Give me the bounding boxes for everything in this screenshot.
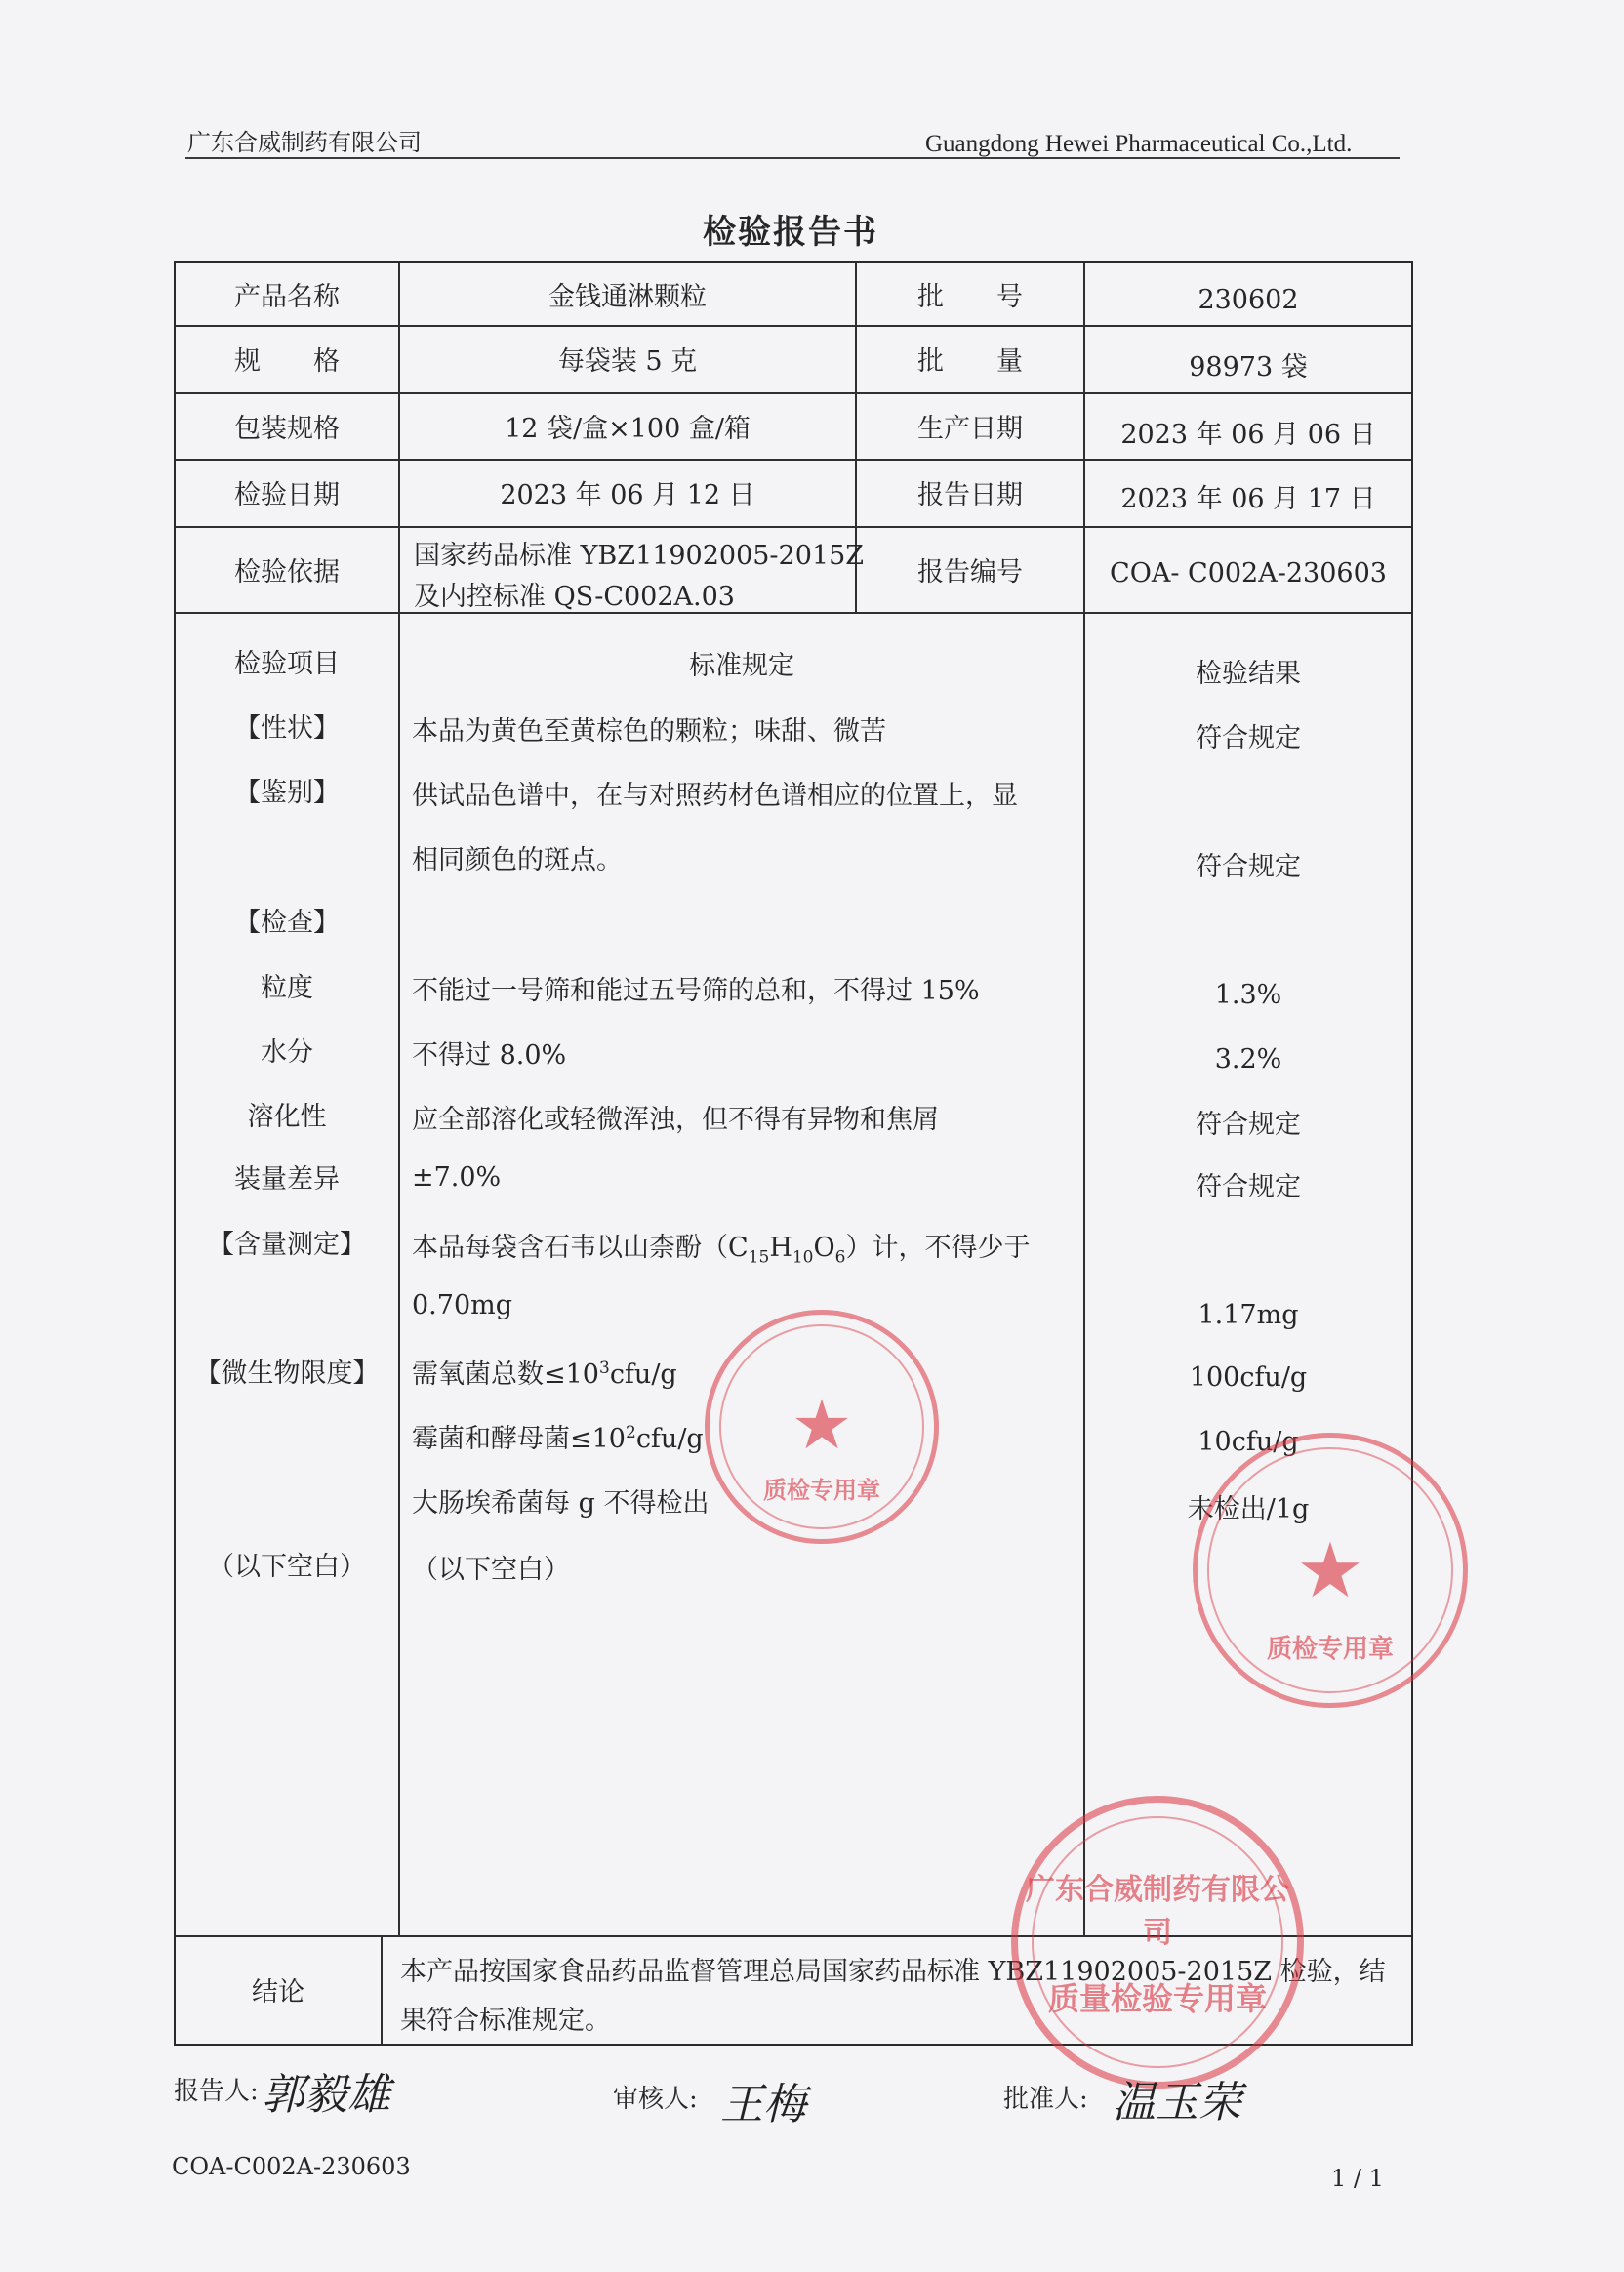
reporter-signature: 郭毅雄 — [262, 2070, 390, 2120]
res-ecoli: 未检出/1g — [1187, 1493, 1310, 1524]
formula-sub-h: 10 — [792, 1247, 814, 1268]
formula-o: O — [813, 1233, 835, 1263]
conclusion-line-2: 果符合标准规定。 — [400, 2006, 611, 2036]
std-assay-pre: 本品每袋含石韦以山柰酚（C — [412, 1233, 749, 1263]
stamp-3-subtext: 质量检验专用章 — [1047, 1980, 1267, 2017]
res-assay: 1.17mg — [1198, 1299, 1299, 1330]
conclusion-line-1: 本产品按国家食品药品监督管理总局国家药品标准 YBZ11902005-2015Z 检验，结 — [400, 1957, 1386, 1987]
pack-label: 包装规格 — [234, 413, 340, 444]
approver-label: 批准人: — [1003, 2085, 1088, 2114]
footer-page: 1 / 1 — [1331, 2165, 1384, 2192]
reviewer-signature: 王梅 — [720, 2080, 806, 2130]
std-blank: （以下空白） — [412, 1555, 570, 1585]
std-mold-exp: 2 — [625, 1423, 636, 1442]
stamp-3-text: 广东合威制药有限公司 — [1026, 1873, 1289, 1950]
product-name: 金钱通淋颗粒 — [548, 281, 707, 312]
reporter-label: 报告人: — [174, 2077, 259, 2106]
std-appearance: 本品为黄色至黄棕色的颗粒；味甜、微苦 — [412, 716, 886, 747]
report-table — [174, 261, 1413, 2046]
res-fill-variation: 符合规定 — [1196, 1171, 1301, 1202]
item-assay: 【含量测定】 — [208, 1229, 366, 1260]
stamp-1-text: 质检专用章 — [763, 1476, 880, 1504]
res-appearance: 符合规定 — [1196, 722, 1301, 753]
basis-line-2: 及内控标准 QS-C002A.03 — [414, 582, 735, 612]
res-mold: 10cfu/g — [1198, 1426, 1299, 1457]
batch-no: 230602 — [1198, 284, 1299, 315]
approver-signature: 温玉荣 — [1113, 2078, 1241, 2128]
formula-sub-o: 6 — [834, 1247, 846, 1268]
reviewer-label: 审核人: — [613, 2085, 698, 2114]
formula-sub-c: 15 — [748, 1247, 770, 1268]
std-mold-pre: 霉菌和酵母菌≤10 — [412, 1424, 626, 1454]
col-header-standard: 标准规定 — [689, 650, 794, 681]
test-date: 2023 年 06 月 12 日 — [500, 480, 755, 510]
item-fill-variation: 装量差异 — [234, 1163, 340, 1195]
res-identification: 符合规定 — [1196, 851, 1301, 882]
std-solubility: 应全部溶化或轻微浑浊，但不得有异物和焦屑 — [412, 1105, 939, 1135]
std-fill-variation: ±7.0% — [412, 1162, 502, 1193]
test-date-label: 检验日期 — [234, 480, 340, 510]
basis-line-1: 国家药品标准 YBZ11902005-2015Z — [414, 541, 865, 571]
pack-spec: 12 袋/盒×100 盒/箱 — [505, 413, 751, 444]
batch-qty: 98973 袋 — [1189, 352, 1308, 383]
report-date: 2023 年 06 月 17 日 — [1120, 484, 1376, 514]
res-solubility: 符合规定 — [1196, 1109, 1301, 1140]
item-inspection: 【检查】 — [234, 907, 340, 938]
conclusion-label: 结论 — [252, 1977, 304, 2008]
item-micro: 【微生物限度】 — [194, 1358, 380, 1389]
quality-stamp-2 — [1193, 1433, 1468, 1708]
std-assay-post: ）计，不得少于 — [845, 1233, 1031, 1263]
item-solubility: 溶化性 — [247, 1101, 327, 1132]
col-header-result: 检验结果 — [1196, 658, 1301, 689]
spec: 每袋装 5 克 — [557, 346, 698, 377]
spec-label: 规 格 — [234, 346, 340, 377]
company-stamp — [1011, 1796, 1304, 2089]
company-name-en: Guangdong Hewei Pharmaceutical Co.,Ltd. — [925, 131, 1353, 157]
quality-stamp-1 — [705, 1310, 939, 1544]
prod-date: 2023 年 06 月 06 日 — [1120, 419, 1376, 450]
batch-no-label: 批 号 — [917, 281, 1023, 312]
std-granularity: 不能过一号筛和能过五号筛的总和，不得过 15% — [412, 976, 980, 1006]
std-identification-1: 供试品色谱中，在与对照药材色谱相应的位置上，显 — [412, 781, 1018, 811]
res-granularity: 1.3% — [1214, 979, 1282, 1010]
formula-h: H — [769, 1233, 792, 1263]
item-moisture: 水分 — [261, 1036, 313, 1068]
page-title: 检验报告书 — [703, 213, 878, 252]
std-mold — [412, 1417, 704, 1455]
stamp-star-icon: ★ — [1296, 1527, 1364, 1615]
res-aerobic: 100cfu/g — [1189, 1361, 1308, 1393]
std-aerobic-exp: 3 — [598, 1359, 610, 1378]
company-name-cn: 广东合威制药有限公司 — [187, 129, 422, 156]
footer-doc-no: COA-C002A-230603 — [172, 2153, 411, 2180]
std-moisture: 不得过 8.0% — [412, 1040, 567, 1071]
std-aerobic — [412, 1353, 677, 1391]
item-granularity: 粒度 — [261, 972, 313, 1003]
item-identification: 【鉴别】 — [234, 777, 340, 808]
report-date-label: 报告日期 — [917, 480, 1023, 510]
header-rule — [185, 157, 1400, 159]
res-moisture: 3.2% — [1214, 1043, 1282, 1075]
stamp-star-icon: ★ — [791, 1385, 853, 1465]
item-appearance: 【性状】 — [234, 712, 340, 744]
std-assay-2: 0.70mg — [412, 1290, 513, 1320]
prod-date-label: 生产日期 — [917, 413, 1023, 444]
report-no: COA- C002A-230603 — [1110, 557, 1387, 588]
col-header-item: 检验项目 — [234, 648, 340, 679]
product-name-label: 产品名称 — [234, 281, 340, 312]
batch-qty-label: 批 量 — [917, 346, 1023, 377]
stamp-2-text: 质检专用章 — [1266, 1635, 1394, 1664]
basis-label: 检验依据 — [234, 556, 340, 588]
report-no-label: 报告编号 — [917, 556, 1023, 588]
std-aerobic-pre: 需氧菌总数≤10 — [412, 1359, 599, 1390]
std-aerobic-unit: cfu/g — [609, 1359, 677, 1390]
std-assay-1 — [412, 1226, 1030, 1267]
std-mold-unit: cfu/g — [635, 1424, 704, 1454]
std-ecoli: 大肠埃希菌每 g 不得检出 — [412, 1488, 710, 1519]
std-identification-2: 相同颜色的斑点。 — [412, 845, 623, 875]
item-blank: （以下空白） — [208, 1551, 366, 1582]
col-rule — [381, 1935, 383, 2044]
